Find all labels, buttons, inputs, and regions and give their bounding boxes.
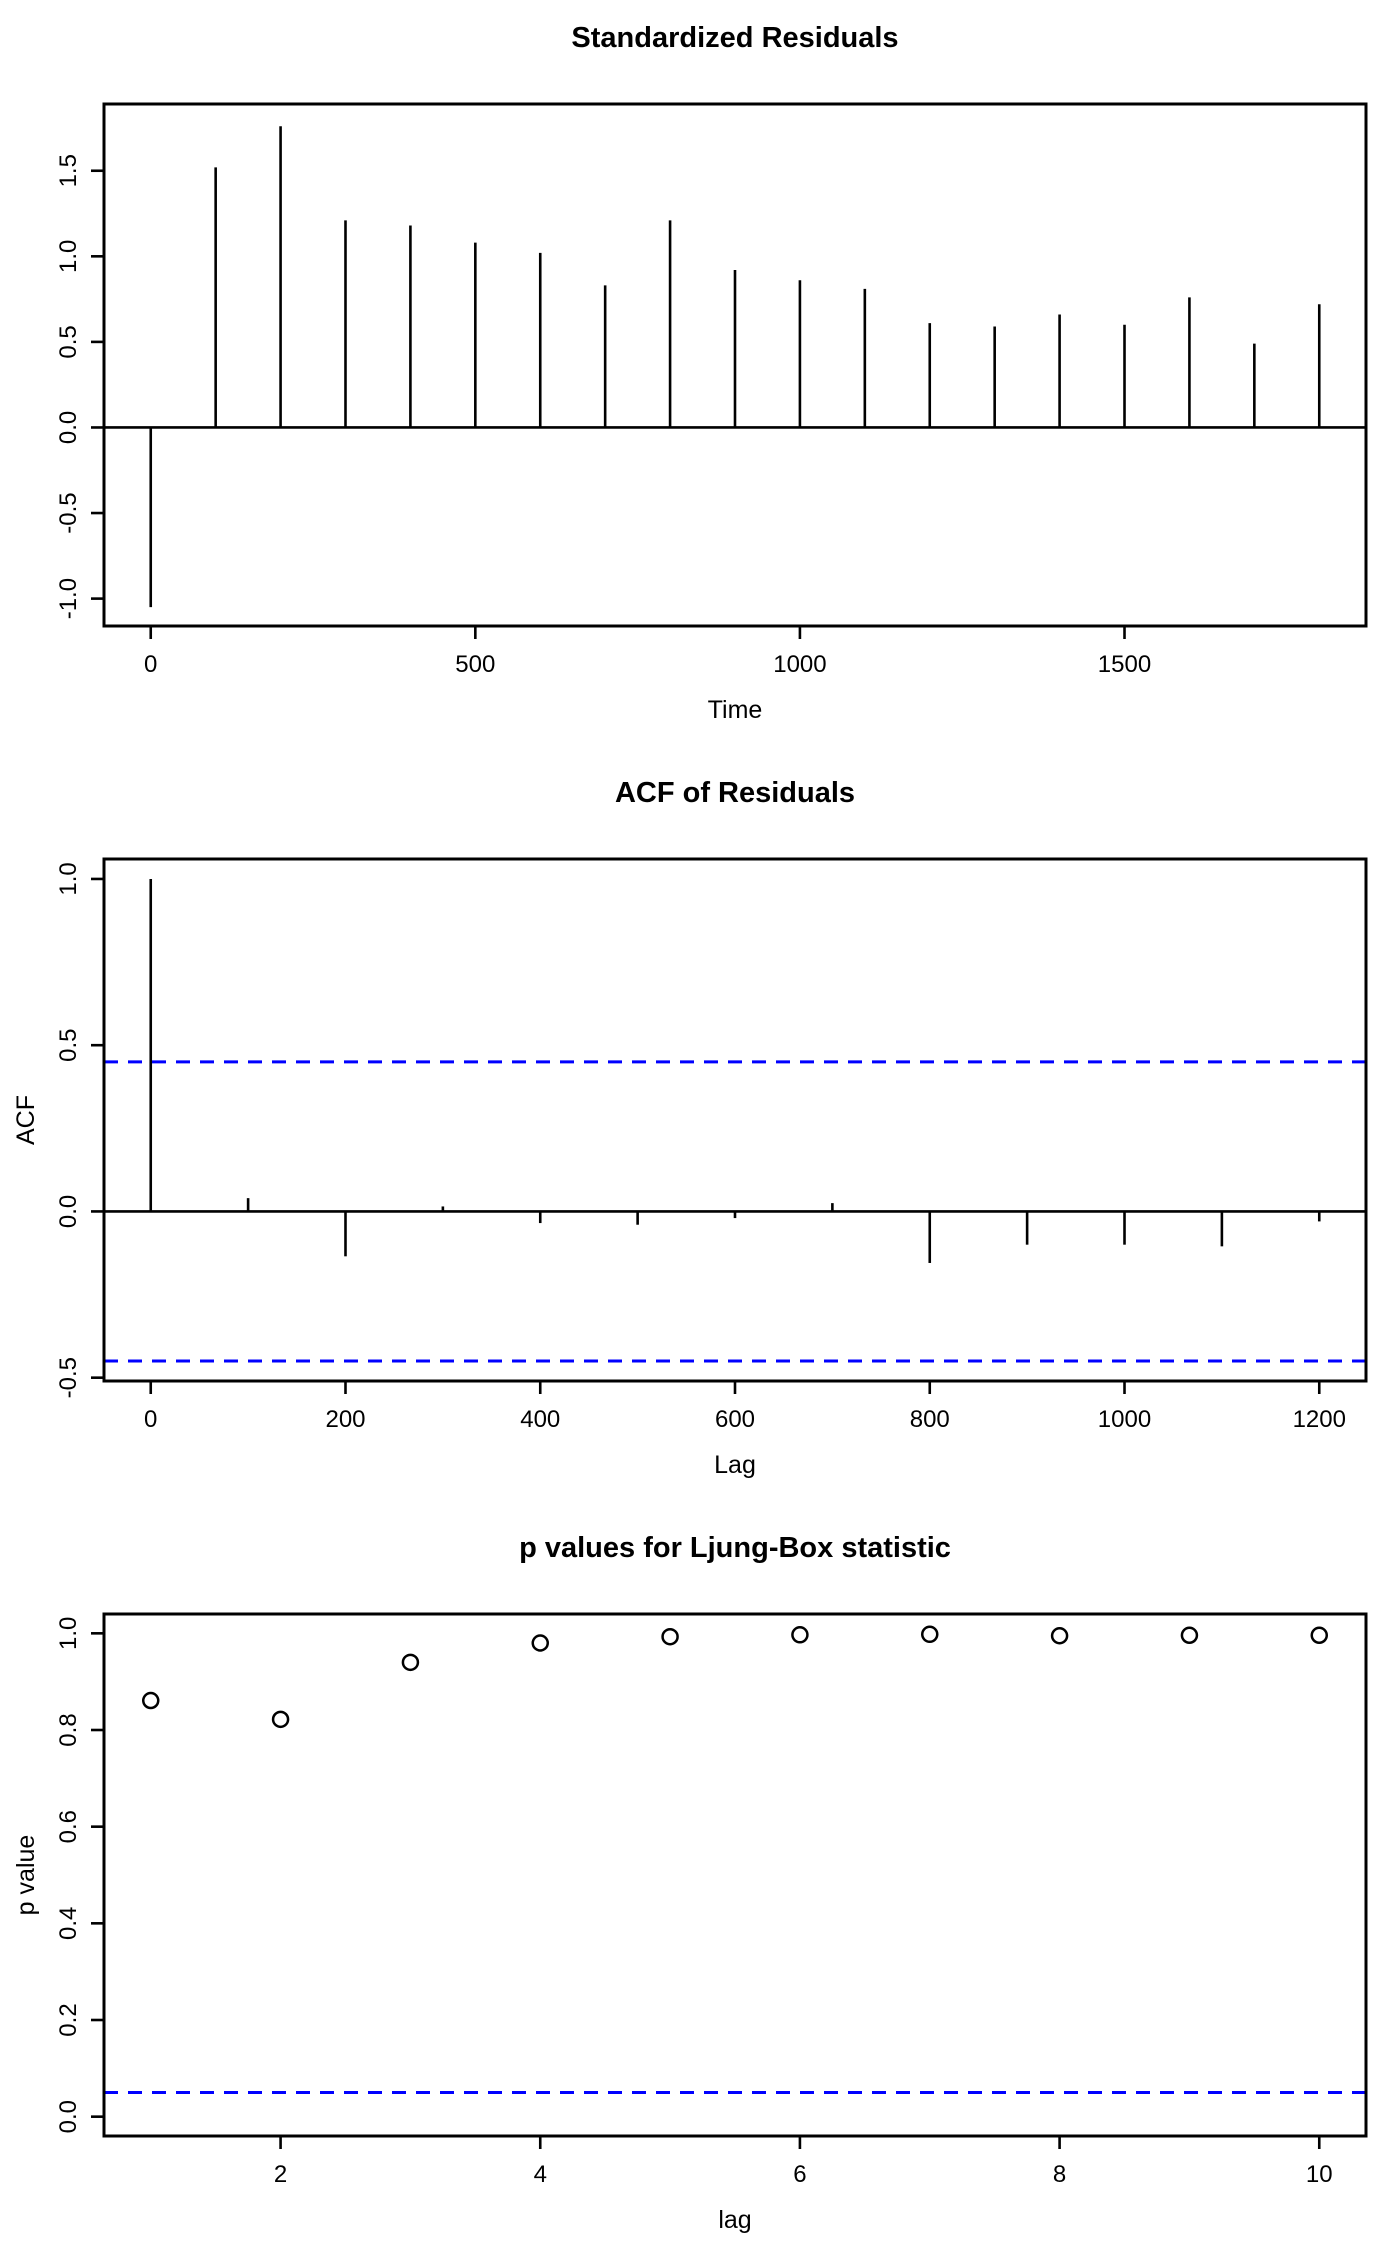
y-tick-label: 1.0 [55, 862, 82, 896]
acf-y-axis-title: ACF [12, 1095, 40, 1145]
p-value-point [533, 1636, 548, 1651]
x-tick-label: 0 [144, 651, 158, 678]
p-value-axis-title: p value [12, 1834, 40, 1916]
acf-marks [55, 859, 1366, 1433]
ljung-box-marks [55, 1614, 1366, 2188]
x-tick-label: 600 [714, 1406, 756, 1433]
x-tick-label: 6 [793, 2161, 807, 2188]
y-tick-label: 1.0 [55, 239, 82, 274]
x-tick-label: 200 [325, 1406, 366, 1433]
y-tick-label: -0.5 [55, 492, 82, 534]
x-tick-label: 10 [1305, 2161, 1333, 2188]
ljung-box-title: p values for Ljung-Box statistic [519, 1532, 951, 1564]
x-tick-label: 1200 [1292, 1406, 1346, 1433]
p-value-point [273, 1712, 288, 1727]
y-tick-label: 0.0 [55, 1194, 82, 1229]
y-tick-label: 1.0 [55, 1616, 82, 1651]
x-tick-label: 500 [455, 651, 496, 678]
y-tick-label: 0.4 [55, 1906, 82, 1941]
y-tick-label: 0.0 [55, 410, 82, 445]
x-tick-label: 0 [144, 1406, 158, 1433]
x-tick-label: 400 [520, 1406, 561, 1433]
time-axis-title: Time [707, 696, 763, 724]
x-tick-label: 4 [533, 2161, 547, 2188]
x-tick-label: 2 [273, 2161, 288, 2188]
plot-box [104, 1614, 1366, 2136]
p-value-point [922, 1627, 937, 1642]
x-tick-label: 1000 [773, 651, 827, 678]
y-tick-label: -1.0 [55, 577, 82, 620]
p-value-point [1312, 1628, 1327, 1643]
y-tick-label: 0.2 [55, 2003, 82, 2037]
p-value-point [792, 1627, 807, 1642]
standardized-residuals-panel [55, 22, 1366, 724]
y-tick-label: 1.5 [55, 154, 82, 188]
acf-title: ACF of Residuals [614, 777, 856, 809]
acf-panel [12, 777, 1366, 1479]
plot-box [104, 859, 1366, 1381]
y-tick-label: 0.8 [55, 1713, 82, 1747]
standardized-residuals-title: Standardized Residuals [571, 22, 899, 54]
lag-axis-title: Lag [714, 1451, 756, 1479]
p-value-point [1052, 1628, 1067, 1643]
x-tick-label: 1000 [1097, 1406, 1152, 1433]
y-tick-label: 0.6 [55, 1809, 82, 1844]
x-tick-label: 1500 [1097, 651, 1152, 678]
ljung-box-panel [12, 1532, 1366, 2234]
y-tick-label: 0.0 [55, 2099, 82, 2134]
p-value-point [1182, 1628, 1197, 1643]
standardized-residuals-marks [55, 104, 1366, 678]
x-tick-label: 800 [909, 1406, 950, 1433]
y-tick-label: -0.5 [55, 1356, 82, 1399]
y-tick-label: 0.5 [55, 1028, 82, 1062]
p-value-point [663, 1629, 678, 1644]
x-tick-label: 8 [1052, 2161, 1067, 2188]
lag-lower-axis-title: lag [718, 2206, 752, 2234]
y-tick-label: 0.5 [55, 325, 82, 359]
p-value-point [403, 1655, 418, 1670]
p-value-point [143, 1693, 158, 1708]
